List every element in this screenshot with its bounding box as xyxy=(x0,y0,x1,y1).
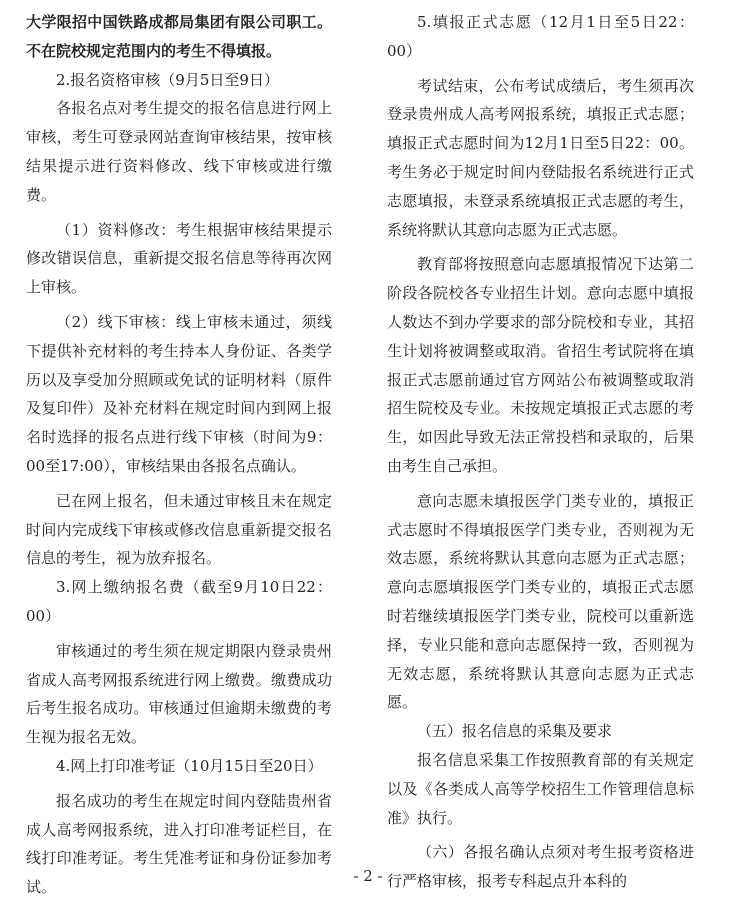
paragraph: （2）线下审核：线上审核未通过，须线下提供补充材料的考生持本人身份证、各类学历以及享受加分照顾或免试的证明材料（原件及复印件）及补充材料在规定时间内到网上报名时选择的报名点进行线下审核（时间为9：00至17:00），审核结果由各报名点确认。 xyxy=(26,312,332,475)
paragraph: 已在网上报名，但未通过审核且未在规定时间内完成线下审核或修改信息重新提交报名信息的考生，视为放弃报名。 xyxy=(26,491,332,568)
left-column xyxy=(26,8,332,902)
section-heading-3: 3.网上缴纳报名费（截至9月10日22：00） xyxy=(26,578,332,625)
section-heading-five: （五）报名信息的采集及要求 xyxy=(417,722,613,741)
paragraph: 报名信息采集工作按照教育部的有关规定以及《各类成人高等学校招生工作管理信息标准》执行。 xyxy=(387,750,694,827)
section-heading-2: 2.报名资格审核（9月5日至9日） xyxy=(56,70,279,89)
paragraph: 报名成功的考生在规定时间内登陆贵州省成人高考网报系统，进入打印准考证栏目，在线打印准考证。考生凭准考证和身份证参加考试。 xyxy=(26,791,332,897)
paragraph: （六）各报名确认点须对考生报考资格进行严格审核，报考专科起点升本科的 xyxy=(387,843,694,891)
right-column xyxy=(387,8,694,896)
paragraph: 教育部将按照意向志愿填报情况下达第二阶段各院校各专业招生计划。意向志愿中填报人数达不到办学要求的部分院校和专业，其招生计划将被调整或取消。省招生考试院将在填报正式志愿前通过官方网站公布被调整或取消招生院校及专业。未按规定填报正式志愿的考生，如因此导致无法正常投档和录取的，后果由考生自己承担。 xyxy=(387,255,694,475)
paragraph: 审核通过的考生须在规定期限内登录贵州省成人高考网报系统进行网上缴费。缴费成功后考生报名成功。审核通过但逾期未缴费的考生视为报名无效。 xyxy=(26,641,332,747)
paragraph: 考试结束，公布考试成绩后，考生须再次登录贵州成人高考网报系统，填报正式志愿；填报正式志愿时间为12月1日至5日22：00。考生务必于规定时间内登陆报名系统进行正式志愿填报，未登录系统填报正式志愿的考生，系统将默认其意向志愿为正式志愿。 xyxy=(387,76,694,239)
page-number: - 2 - xyxy=(353,867,383,885)
paragraph: （1）资料修改：考生根据审核结果提示修改错误信息，重新提交报名信息等待再次网上审核。 xyxy=(26,220,332,297)
paragraph: 意向志愿未填报医学门类专业的，填报正式志愿时不得填报医学门类专业，否则视为无效志愿，系统将默认其意向志愿为正式志愿；意向志愿填报医学门类专业的，填报正式志愿时若继续填报医学门类专业，院校可以重新选择，专业只能和意向志愿保持一致，否则视为无效志愿，系统将默认其意向志愿为正式志愿。 xyxy=(387,491,694,712)
paragraph: 各报名点对考生提交的报名信息进行网上审核，考生可登录网站查询审核结果，按审核结果提示进行资料修改、线下审核或进行缴费。 xyxy=(26,99,332,204)
bold-paragraph: 大学限招中国铁路成都局集团有限公司职工。不在院校规定范围内的考生不得填报。 xyxy=(26,13,332,60)
section-heading-4: 4.网上打印准考证（10月15日至20日） xyxy=(56,756,323,775)
section-heading-5: 5.填报正式志愿（12月1日至5日22：00） xyxy=(387,13,694,60)
